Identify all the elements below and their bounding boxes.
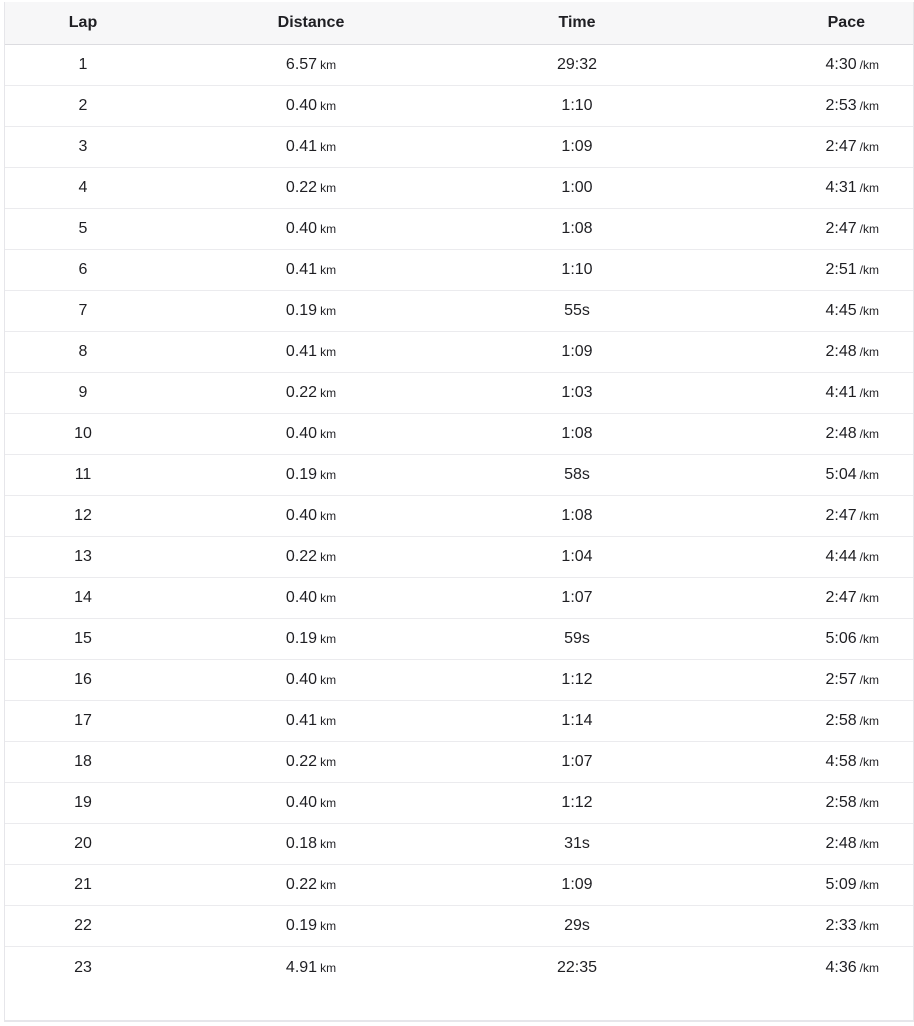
lap-time: 1:09: [561, 876, 593, 893]
lap-pace: [693, 261, 913, 279]
table-row[interactable]: [5, 783, 913, 824]
pace-unit: /km: [859, 960, 879, 975]
distance-unit: km: [320, 550, 337, 564]
pace-unit: /km: [859, 345, 879, 359]
pace-value: 2:47: [825, 589, 857, 606]
lap-number: 15: [74, 630, 92, 647]
table-row[interactable]: [5, 45, 913, 86]
lap-distance: [161, 959, 461, 977]
distance-unit: km: [320, 755, 337, 769]
lap-distance: [161, 384, 461, 402]
lap-time: 1:03: [561, 384, 593, 401]
lap-pace: [693, 179, 913, 197]
pace-unit: /km: [859, 58, 879, 72]
lap-time: 1:08: [561, 507, 593, 524]
lap-time: 55s: [564, 302, 590, 319]
pace-value: 2:48: [825, 425, 857, 442]
lap-time: 22:35: [556, 958, 598, 976]
lap-time: 31s: [564, 835, 590, 852]
distance-unit: km: [320, 304, 337, 318]
lap-pace: [693, 138, 913, 156]
pace-unit: /km: [859, 509, 879, 523]
lap-pace: [693, 794, 913, 812]
distance-value: 0.40: [285, 425, 318, 442]
pace-value: 4:36: [825, 958, 857, 976]
table-header: [5, 2, 913, 45]
lap-time: 1:12: [561, 794, 593, 811]
lap-time: 1:09: [561, 138, 593, 155]
table-row[interactable]: [5, 209, 913, 250]
pace-value: 4:31: [825, 179, 857, 196]
pace-unit: /km: [859, 222, 879, 236]
pace-unit: /km: [859, 468, 879, 482]
lap-distance: [161, 220, 461, 238]
distance-value: 0.22: [285, 384, 318, 401]
lap-distance: [161, 179, 461, 197]
distance-unit: km: [320, 509, 337, 523]
distance-unit: km: [320, 181, 337, 195]
lap-pace: [693, 220, 913, 238]
lap-number: 11: [74, 466, 92, 483]
table-row[interactable]: [5, 865, 913, 906]
header-pace[interactable]: Pace: [827, 14, 865, 31]
pace-unit: /km: [859, 673, 879, 687]
lap-distance: [161, 753, 461, 771]
distance-unit: km: [320, 345, 337, 359]
lap-distance: [161, 835, 461, 853]
pace-unit: /km: [859, 837, 879, 851]
pace-value: 2:58: [825, 794, 857, 811]
distance-value: 0.22: [285, 179, 318, 196]
lap-distance: [161, 138, 461, 156]
lap-number: 17: [74, 712, 92, 729]
lap-time: 1:04: [561, 548, 593, 565]
lap-pace: [693, 712, 913, 730]
lap-pace: [693, 302, 913, 320]
lap-number: 12: [74, 507, 92, 524]
pace-value: 5:04: [825, 466, 857, 483]
distance-value: 0.22: [285, 876, 318, 893]
lap-pace: [693, 97, 913, 115]
lap-pace: [693, 917, 913, 935]
table-row[interactable]: [5, 660, 913, 701]
lap-time: 1:14: [561, 712, 593, 729]
pace-value: 2:58: [825, 712, 857, 729]
distance-unit: km: [320, 263, 337, 277]
pace-value: 2:48: [825, 835, 857, 852]
distance-value: 0.22: [285, 753, 318, 770]
distance-unit: km: [320, 99, 337, 113]
distance-value: 0.41: [285, 712, 318, 729]
lap-distance: [161, 425, 461, 443]
distance-value: 4.91: [285, 958, 318, 976]
distance-unit: km: [320, 222, 337, 236]
table-row[interactable]: [5, 414, 913, 455]
lap-number: 23: [74, 958, 92, 976]
distance-value: 0.18: [285, 835, 318, 852]
lap-time: 1:10: [561, 97, 593, 114]
lap-pace: [693, 589, 913, 607]
lap-distance: [161, 630, 461, 648]
table-row[interactable]: [5, 291, 913, 332]
lap-time: 1:09: [561, 343, 593, 360]
distance-value: 0.40: [285, 794, 318, 811]
pace-unit: /km: [859, 550, 879, 564]
lap-distance: [161, 466, 461, 484]
lap-number: 1: [78, 56, 88, 73]
distance-value: 0.19: [285, 630, 318, 647]
lap-pace: [693, 343, 913, 361]
distance-value: 0.19: [285, 302, 318, 319]
distance-value: 0.40: [285, 507, 318, 524]
pace-value: 5:06: [825, 630, 857, 647]
lap-distance: [161, 261, 461, 279]
lap-number: 13: [74, 548, 92, 565]
table-body: [5, 45, 913, 988]
distance-unit: km: [320, 714, 337, 728]
pace-value: 4:44: [825, 548, 857, 565]
lap-distance: [161, 56, 461, 74]
lap-distance: [161, 876, 461, 894]
lap-number: 3: [78, 138, 88, 155]
lap-distance: [161, 507, 461, 525]
distance-unit: km: [320, 632, 337, 646]
table-row[interactable]: [5, 250, 913, 291]
pace-value: 2:48: [825, 343, 857, 360]
pace-unit: /km: [859, 427, 879, 441]
pace-unit: /km: [859, 878, 879, 892]
lap-distance: [161, 794, 461, 812]
pace-value: 2:51: [825, 261, 857, 278]
lap-distance: [161, 343, 461, 361]
lap-time: 1:08: [561, 425, 593, 442]
pace-unit: /km: [859, 181, 879, 195]
table-row[interactable]: [5, 824, 913, 865]
distance-unit: km: [320, 796, 337, 810]
table-row[interactable]: [5, 373, 913, 414]
table-row[interactable]: [5, 742, 913, 783]
lap-time: 59s: [564, 630, 590, 647]
lap-time: 29:32: [556, 56, 598, 73]
table-row[interactable]: [5, 86, 913, 127]
pace-unit: /km: [859, 632, 879, 646]
distance-unit: km: [320, 878, 337, 892]
lap-number: 22: [74, 917, 92, 934]
table-row[interactable]: [5, 578, 913, 619]
pace-unit: /km: [859, 99, 879, 113]
lap-time: 1:00: [561, 179, 593, 196]
lap-time: 29s: [564, 917, 590, 934]
pace-unit: /km: [859, 796, 879, 810]
lap-distance: [161, 589, 461, 607]
lap-number: 9: [78, 384, 88, 401]
lap-number: 2: [78, 97, 88, 114]
distance-unit: km: [320, 960, 337, 975]
pace-unit: /km: [859, 714, 879, 728]
distance-unit: km: [320, 468, 337, 482]
pace-value: 2:53: [825, 97, 857, 114]
lap-number: 14: [74, 589, 92, 606]
pace-value: 4:58: [825, 753, 857, 770]
lap-distance: [161, 917, 461, 935]
lap-number: 19: [74, 794, 92, 811]
distance-unit: km: [320, 427, 337, 441]
pace-unit: /km: [859, 140, 879, 154]
table-row[interactable]: [5, 947, 913, 988]
distance-unit: km: [320, 591, 337, 605]
distance-value: 0.40: [285, 589, 318, 606]
lap-number: 5: [78, 220, 88, 237]
distance-unit: km: [320, 140, 337, 154]
lap-number: 4: [78, 179, 88, 196]
lap-pace: [693, 425, 913, 443]
lap-distance: [161, 548, 461, 566]
pace-unit: /km: [859, 304, 879, 318]
distance-value: 0.41: [285, 261, 318, 278]
header-time[interactable]: Time: [558, 14, 596, 31]
pace-unit: /km: [859, 919, 879, 933]
lap-time: 1:07: [561, 753, 593, 770]
lap-pace: [693, 548, 913, 566]
table-row[interactable]: [5, 537, 913, 578]
table-row[interactable]: [5, 619, 913, 660]
lap-time: 58s: [564, 466, 590, 483]
lap-number: 20: [74, 835, 92, 852]
pace-value: 4:45: [825, 302, 857, 319]
pace-value: 5:09: [825, 876, 857, 893]
lap-pace: [693, 753, 913, 771]
table-row[interactable]: [5, 701, 913, 742]
table-row[interactable]: [5, 496, 913, 537]
distance-value: 0.40: [285, 220, 318, 237]
lap-number: 7: [78, 302, 88, 319]
lap-distance: [161, 97, 461, 115]
lap-number: 6: [78, 261, 88, 278]
lap-time: 1:07: [561, 589, 593, 606]
pace-unit: /km: [859, 386, 879, 400]
pace-unit: /km: [859, 755, 879, 769]
pace-value: 2:47: [825, 220, 857, 237]
lap-pace: [693, 56, 913, 74]
lap-time: 1:08: [561, 220, 593, 237]
distance-unit: km: [320, 386, 337, 400]
header-lap[interactable]: Lap: [68, 14, 98, 31]
lap-distance: [161, 302, 461, 320]
lap-distance: [161, 712, 461, 730]
distance-value: 0.19: [285, 917, 318, 934]
lap-pace: [693, 671, 913, 689]
lap-pace: [693, 876, 913, 894]
lap-pace: [693, 466, 913, 484]
pace-value: 2:33: [825, 917, 857, 934]
table-row[interactable]: [5, 127, 913, 168]
lap-number: 18: [74, 753, 92, 770]
lap-number: 10: [74, 425, 92, 442]
pace-value: 2:47: [825, 138, 857, 155]
pace-value: 4:41: [825, 384, 857, 401]
lap-pace: [693, 507, 913, 525]
lap-pace: [693, 835, 913, 853]
pace-value: 2:57: [825, 671, 857, 688]
pace-unit: /km: [859, 263, 879, 277]
distance-value: 0.40: [285, 97, 318, 114]
table-row[interactable]: [5, 455, 913, 496]
lap-pace: [693, 630, 913, 648]
distance-value: 6.57: [285, 56, 318, 73]
lap-number: 8: [78, 343, 88, 360]
distance-value: 0.41: [285, 138, 318, 155]
distance-unit: km: [320, 58, 337, 72]
lap-time: 1:10: [561, 261, 593, 278]
header-distance[interactable]: Distance: [277, 14, 345, 31]
pace-value: 4:30: [825, 56, 857, 73]
pace-unit: /km: [859, 591, 879, 605]
lap-number: 16: [74, 671, 92, 688]
lap-pace: [693, 384, 913, 402]
lap-distance: [161, 671, 461, 689]
lap-number: 21: [74, 876, 92, 893]
table-row[interactable]: [5, 906, 913, 947]
laps-table: [4, 2, 914, 1022]
distance-value: 0.41: [285, 343, 318, 360]
table-row[interactable]: [5, 168, 913, 209]
distance-value: 0.40: [285, 671, 318, 688]
table-row[interactable]: [5, 332, 913, 373]
lap-pace: [693, 959, 913, 977]
pace-value: 2:47: [825, 507, 857, 524]
distance-unit: km: [320, 673, 337, 687]
distance-unit: km: [320, 837, 337, 851]
distance-unit: km: [320, 919, 337, 933]
lap-time: 1:12: [561, 671, 593, 688]
distance-value: 0.19: [285, 466, 318, 483]
distance-value: 0.22: [285, 548, 318, 565]
